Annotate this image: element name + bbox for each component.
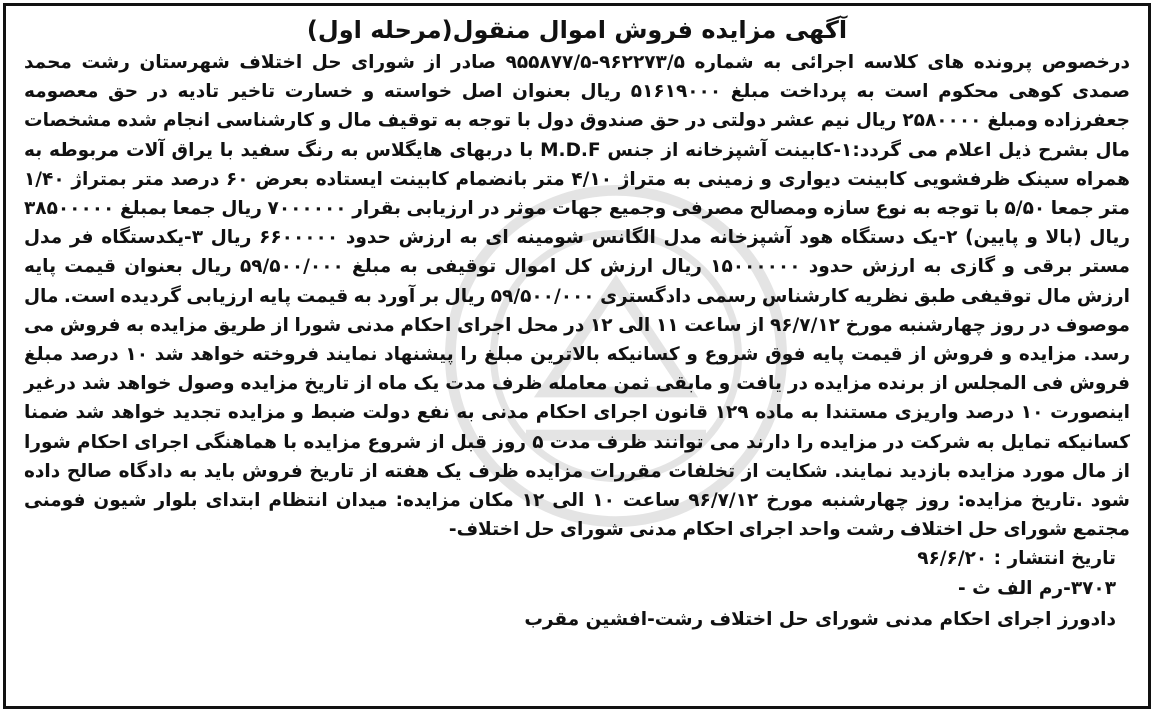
publish-date: تاریخ انتشار : ۹۶/۶/۲۰ xyxy=(917,548,1116,570)
signature-line: دادورز اجرای احکام مدنی شورای حل اختلاف رشت-افشین مقرب xyxy=(524,609,1116,631)
notice-body: درخصوص پرونده های کلاسه اجرائی به شماره ۹۶۲۲۷۳/۵-۹۵۵۸۷۷/۵ صادر از شورای حل اختلاف شهرستان رشت محمد صمدی کوهی محکوم است به پرداخت مبلغ ۵۱۶۱۹۰۰۰ ریال بعنوان اصل خواسته و خسارت تاخیر تادیه در حق معصومه جعفرزاده ومبلغ ۲۵۸۰۰۰۰ ریال نیم عشر دولتی در حق صندوق دول با توجه به توقیف مال و کارشناسی انجام شده مشخصات مال بشرح ذیل اعلام می گردد:۱-کابینت آشپزخانه از جنس M.D.F با دربهای هایگلاس به رنگ سفید با یراق آلات مربوطه به همراه سینک ظرفشویی کابینت دیواری و زمینی به متراژ ۴/۱۰ متر بانضمام کابینت ایستاده بعرض ۶۰ درصد متر بمتراژ ۱/۴۰ متر جمعا ۵/۵۰ با توجه به نوع سازه ومصالح مصرفی وجمیع جهات موثر در ارزیابی بقرار ۷۰۰۰۰۰۰ ریال جمعا بمبلغ ۳۸۵۰۰۰۰۰ ریال (بالا و پایین) ۲-یک دستگاه هود آشپزخانه مدل الگانس شومینه ای به ارزش حدود ۶۶۰۰۰۰۰ ریال ۳-یکدستگاه فر مدل مستر برقی و گازی به ارزش حدود ۱۵۰۰۰۰۰۰ ریال ارزش کل اموال توقیفی به مبلغ ۵۹/۵۰۰/۰۰۰ ریال بعنوان قیمت پایه ارزش مال توقیفی طبق نظریه کارشناس رسمی دادگستری ۵۹/۵۰۰/۰۰۰ ریال بر آورد به قیمت پایه ارزیابی گردیده است. مال موصوف در روز چهارشنبه مورخ ۹۶/۷/۱۲ از ساعت ۱۱ الی ۱۲ در محل اجرای احکام مدنی شورا از طریق مزایده به فروش می رسد. مزایده و فروش از قیمت پایه فوق شروع و کسانیکه بالاترین مبلغ را پیشنهاد نمایند فروخته خواهد شد ۱۰ درصد مبلغ فروش فی المجلس از برنده مزایده در یافت و مابقی ثمن معامله ظرف مدت یک ماه از تاریخ مزایده وصول خواهد شد درغیر اینصورت ۱۰ درصد واریزی مستندا به ماده ۱۲۹ قانون اجرای احکام مدنی به نفع دولت ضبط و مزایده تجدید خواهد شد ضمنا کسانیکه تمایل به شرکت در مزایده را دارند می توانند ظرف مدت ۵ روز قبل از شروع مزایده با هماهنگی اجرای احکام شورا از مال مورد مزایده بازدید نمایند. شکایت از تخلفات مقررات مزایده ظرف یک هفته از تاریخ فروش باید به دادگاه صالح داده شود .تاریخ مزایده: روز چهارشنبه مورخ ۹۶/۷/۱۲ ساعت ۱۰ الی ۱۲ مکان مزایده: میدان انتظام ابتدای بلوار شیون فومنی مجتمع شورای حل اختلاف رشت واحد اجرای احکام مدنی شورای حل اختلاف- xyxy=(24,52,1131,541)
notice-content xyxy=(24,12,1130,700)
notice-frame xyxy=(3,3,1151,709)
notice-title: آگهی مزایده فروش اموال منقول(مرحله اول) xyxy=(306,16,848,44)
reference-number: ۳۷۰۳-رم الف ث - xyxy=(958,577,1116,599)
